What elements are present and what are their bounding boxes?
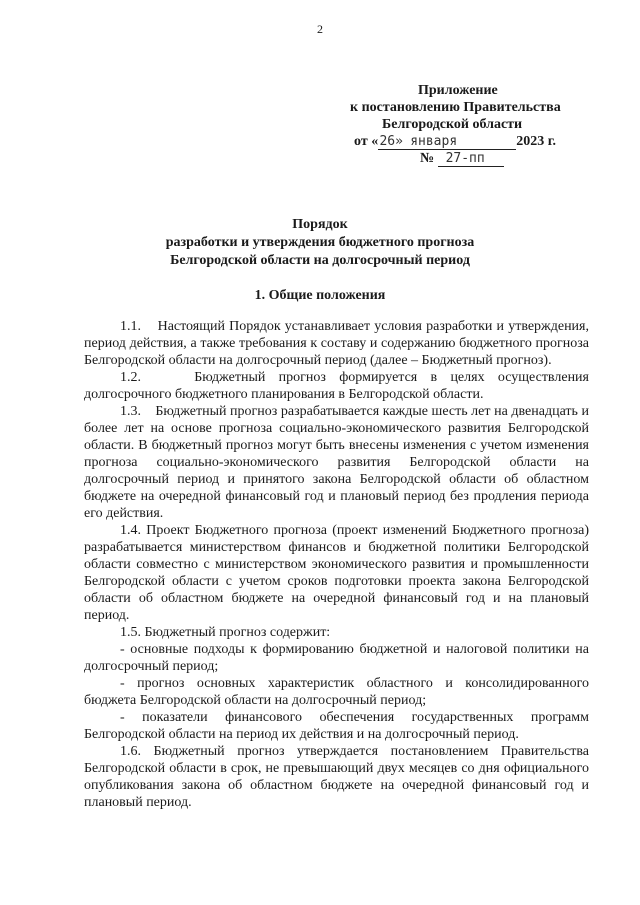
approval-number-value: 27-пп xyxy=(438,152,504,167)
approval-date-prefix: от « xyxy=(354,134,379,149)
title-line-1: Порядок xyxy=(292,217,348,232)
page-number: 2 xyxy=(317,22,323,36)
list-item: - показатели финансового обеспечения государственных программ Белгородской области на период их действия и на долгосрочный период. xyxy=(84,710,589,742)
approval-line-1: Приложение xyxy=(418,83,498,98)
title-line-3: Белгородской области на долгосрочный период xyxy=(170,253,470,268)
document-body xyxy=(84,318,589,811)
paragraph: 1.4. Проект Бюджетного прогноза (проект изменений Бюджетного прогноза) разрабатывается министерством финансов и бюджетной политики Белгородской области совместно с министерством экономического развития и промышленности Белгородской области с учетом сроков подготовки проекта закона Белгородской области об областном бюджете на очередной финансовый год и на плановый период. xyxy=(84,523,589,623)
approval-number-prefix: № xyxy=(420,151,435,166)
paragraph: 1.1. Настоящий Порядок устанавливает условия разработки и утверждения, период действия, а также требования к составу и содержанию бюджетного прогноза Белгородской области на долгосрочный период (далее – Бюджетный прогноз). xyxy=(84,319,589,368)
title-line-2: разработки и утверждения бюджетного прогноза xyxy=(165,235,475,250)
approval-date-day: 26» xyxy=(379,134,403,149)
approval-date-line xyxy=(340,133,590,150)
approval-date-year: 2023 г. xyxy=(516,134,556,149)
list-item: - прогноз основных характеристик областного и консолидированного бюджета Белгородской области на долгосрочный период; xyxy=(84,676,589,708)
paragraph: 1.2. Бюджетный прогноз формируется в целях осуществления долгосрочного бюджетного планирования в Белгородской области. xyxy=(84,370,589,402)
approval-date-month: января xyxy=(404,135,516,150)
approval-number-line xyxy=(340,150,590,167)
paragraph: 1.3. Бюджетный прогноз разрабатывается каждые шесть лет на двенадцать и более лет на основе прогноза социально-экономического развития Белгородской области. В бюджетный прогноз могут быть внесены изменения с учетом изменения прогноза социально-экономического развития Белгородской области на долгосрочный период и принятого закона Белгородской области об областном бюджете на очередной финансовый год и плановый период без продления периода его действия. xyxy=(84,404,589,521)
list-item: - основные подходы к формированию бюджетной и налоговой политики на долгосрочный период; xyxy=(84,642,589,674)
approval-block xyxy=(340,82,590,167)
approval-line-2: к постановлению Правительства xyxy=(350,100,561,115)
approval-line-3: Белгородской области xyxy=(382,117,523,132)
document-title xyxy=(0,216,640,270)
paragraph: 1.5. Бюджетный прогноз содержит: xyxy=(120,625,331,640)
section-heading: 1. Общие положения xyxy=(254,288,386,303)
paragraph: 1.6. Бюджетный прогноз утверждается постановлением Правительства Белгородской области в срок, не превышающий двух месяцев со дня официального опубликования закона об областном бюджете на очередной финансовый год и плановый период. xyxy=(84,744,589,810)
